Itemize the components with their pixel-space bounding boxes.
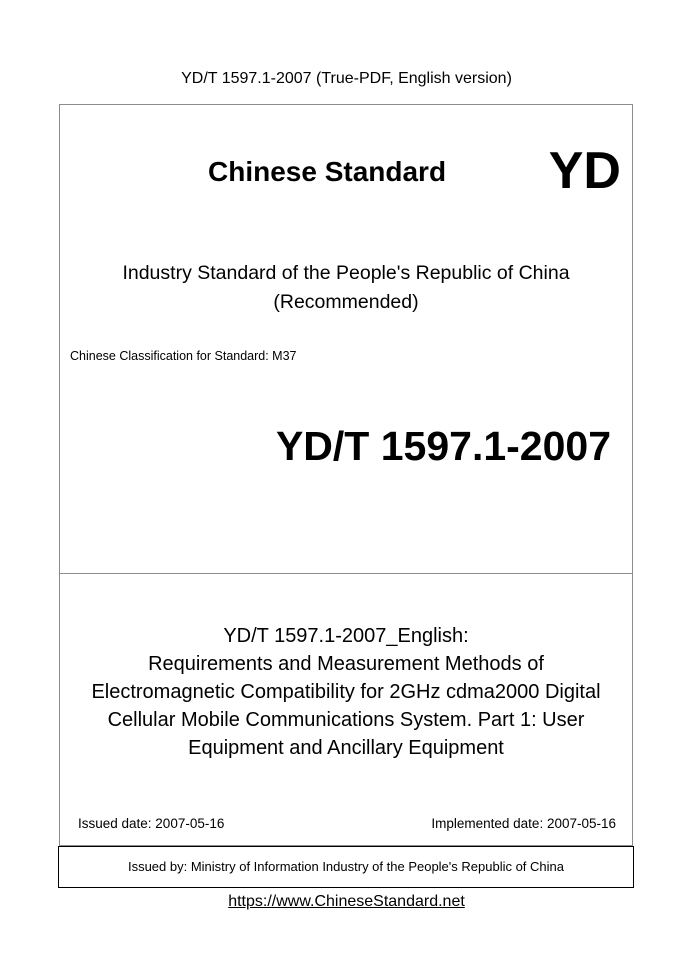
page-header: YD/T 1597.1-2007 (True-PDF, English version) [181, 70, 512, 87]
document-title-line: Equipment and Ancillary Equipment [188, 737, 504, 759]
standard-number: YD/T 1597.1-2007 [275, 423, 611, 469]
classification: Chinese Classification for Standard: M37 [70, 349, 297, 363]
subtitle-line-1: Industry Standard of the People's Republic of China [122, 262, 570, 284]
document-title-line: YD/T 1597.1-2007_English: [223, 625, 469, 647]
cover-bottom-section [59, 573, 633, 846]
document-title-line: Requirements and Measurement Methods of [148, 653, 544, 675]
subtitle [60, 259, 632, 317]
subtitle-line-2: (Recommended) [273, 291, 419, 313]
cover-top-section [59, 104, 633, 574]
document-title [60, 622, 632, 762]
standard-code-logo: YD [548, 142, 621, 200]
website-link[interactable]: https://www.ChineseStandard.net [228, 893, 465, 910]
document-title-line: Electromagnetic Compatibility for 2GHz cdma2000 Digital [91, 681, 601, 703]
implemented-date: Implemented date: 2007-05-16 [431, 816, 616, 831]
standard-title: Chinese Standard [208, 156, 447, 187]
issued-date: Issued date: 2007-05-16 [78, 816, 225, 831]
document-title-line: Cellular Mobile Communications System. Part 1: User [107, 709, 585, 731]
issuer-box: Issued by: Ministry of Information Industry of the People's Republic of China [58, 846, 634, 888]
